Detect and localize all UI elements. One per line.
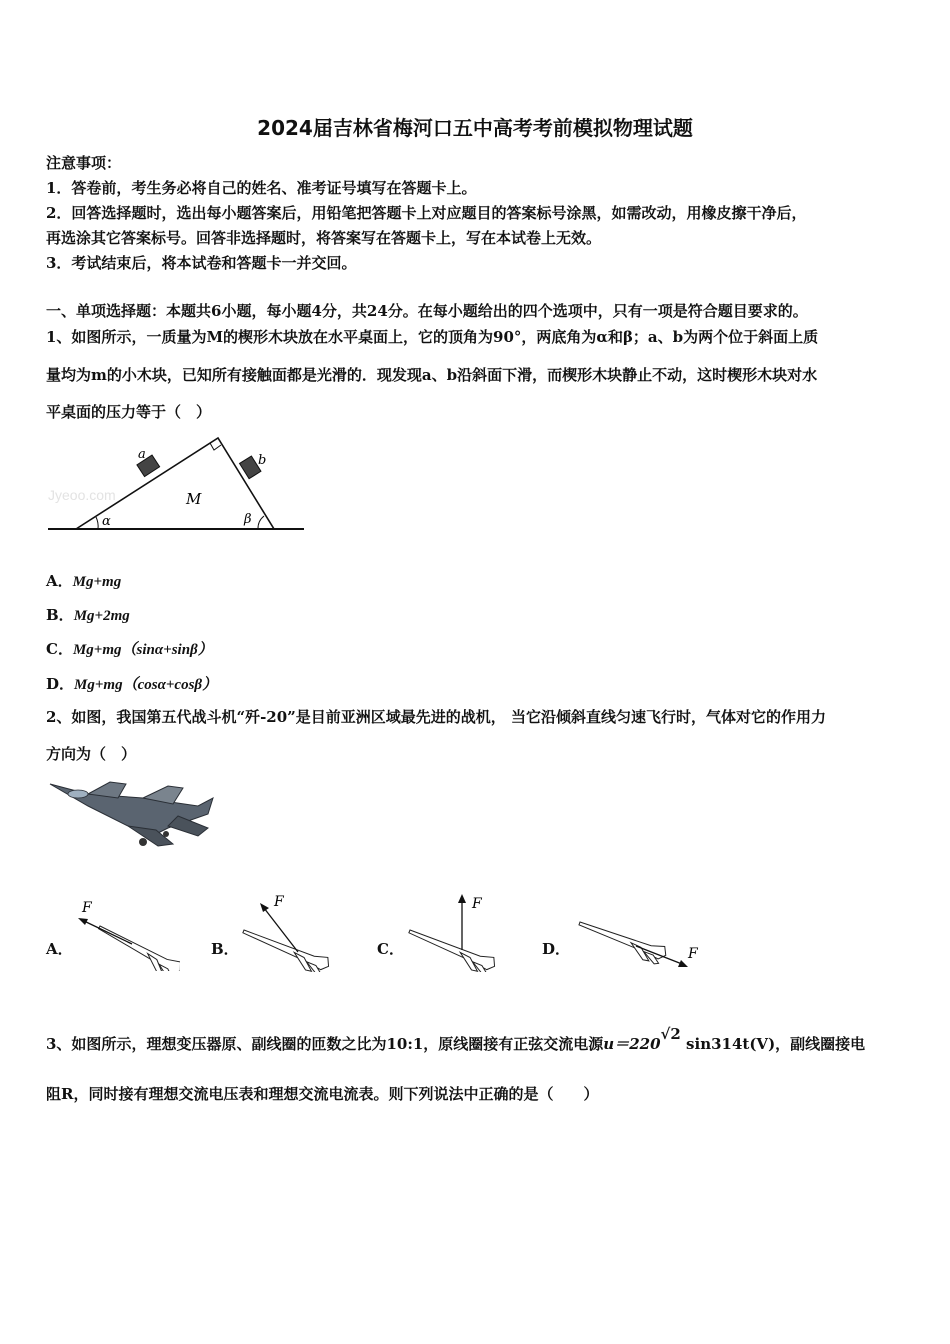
fighter-jet-image [48,776,218,854]
q2-choice-b-figure [238,890,348,972]
q1-text: 1、如图所示，一质量为M的楔形木块放在水平桌面上，它的顶角为90°，两底角为α和β；a、b为两个位于斜面上质 [46,328,819,346]
force-label: F [274,894,284,910]
notice-item: 再选涂其它答案标号。回答非选择题时，将答案写在答题卡上，写在本试卷上无效。 [46,229,602,247]
q3-text [46,1025,866,1054]
jet-icon [93,921,180,971]
option-text: Mg+mg（cosα+cosβ） [74,677,218,693]
force-label: F [688,946,698,962]
q2-text: 2、如图，我国第五代战斗机“歼-20”是目前亚洲区域最先进的战机， 当它沿倾斜直线匀速飞行时，气体对它的作用力 [46,708,827,726]
option-key: C． [46,640,73,658]
q2-choice-c-figure [404,890,514,972]
jet-icon [405,924,498,972]
q1-option-b [46,604,130,625]
right-angle-mark [210,443,221,450]
q1-text: 量均为m的小木块，已知所有接触面都是光滑的．现发现a、b沿斜面下滑，而楔形木块静止不动，这时楔形木块对水 [46,366,818,384]
q1-option-c [46,638,213,659]
label-alpha: α [102,514,111,529]
option-text: Mg+2mg [73,608,130,624]
notice-heading: 注意事项： [46,154,122,172]
q3-text-post: sin314t(V)，副线圈接电 [686,1035,866,1053]
wedge-figure [46,432,306,537]
force-label: F [82,900,92,916]
label-a: a [138,447,146,462]
q2-choice-a-label: A． [46,940,73,958]
q1-option-d [46,673,217,694]
q3-formula-u: u＝220 [603,1035,661,1053]
option-key: B． [46,606,74,624]
label-b: b [258,453,267,468]
notice-item: 3．考试结束后，将本试卷和答题卡一并交回。 [46,254,357,272]
notice-item: 2．回答选择题时，选出每小题答案后，用铅笔把答题卡上对应题目的答案标号涂黑，如需改动，用橡皮擦干净后， [46,204,807,222]
q3-sqrt: √2 [660,1025,681,1043]
q2-choice-c-label: C． [377,940,404,958]
q2-text: 方向为（ ） [46,745,137,763]
q2-choice-d-label: D． [542,940,571,958]
q2-choice-d-figure [574,910,709,975]
q1-text: 平桌面的压力等于（ ） [46,403,212,421]
option-text: Mg+mg [72,574,122,590]
force-label: F [472,896,482,912]
q2-choice-a-figure [70,896,180,971]
q3-text-pre: 3、如图所示，理想变压器原、副线圈的匝数之比为10:1，原线圈接有正弦交流电源 [46,1035,604,1053]
label-beta: β [244,512,252,527]
notice-item: 1．答卷前，考生务必将自己的姓名、准考证号填写在答题卡上。 [46,179,477,197]
option-text: Mg+mg（sinα+sinβ） [72,642,213,658]
watermark-text: Jyeoo.com [48,487,116,503]
jet-icon [239,924,332,972]
label-M: M [186,490,202,508]
q3-text: 阻R，同时接有理想交流电压表和理想交流电流表。则下列说法中正确的是（ ） [46,1085,599,1103]
q2-choice-b-label: B． [211,940,239,958]
option-key: A． [46,572,73,590]
section-heading: 一、单项选择题：本题共6小题，每小题4分，共24分。在每小题给出的四个选项中，只有一项是符合题目要求的。 [46,302,808,320]
page-title: 2024届吉林省梅河口五中高考考前模拟物理试题 [257,116,693,140]
option-key: D． [46,675,75,693]
q1-option-a [46,570,121,591]
jet-icon [575,916,668,966]
